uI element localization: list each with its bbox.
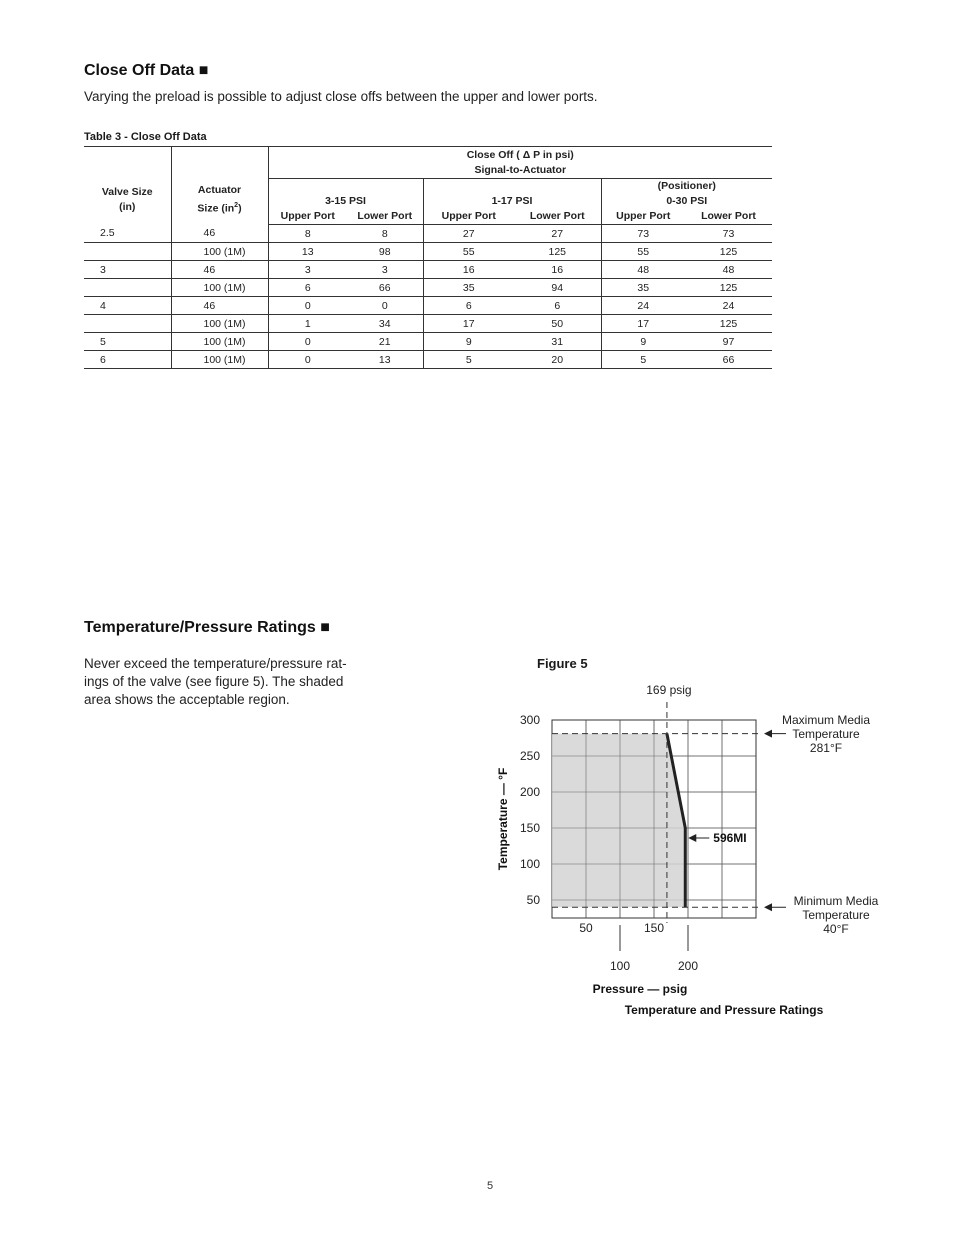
- table-caption: Table 3 - Close Off Data: [84, 131, 207, 143]
- table-cell: 17: [423, 315, 514, 333]
- y-tick-label: 50: [526, 893, 540, 907]
- table-cell: 20: [514, 351, 601, 369]
- x-axis-label: Pressure — psig: [592, 982, 688, 996]
- table-cell: 48: [685, 261, 772, 279]
- table-cell: 46: [171, 261, 268, 279]
- table-cell: 0: [347, 297, 423, 315]
- header-valve-size: Valve Size (in): [84, 147, 171, 225]
- temp-pressure-paragraph: Never exceed the temperature/pressure rat- ings of the valve (see figure 5). The shaded area shows the acceptable region.: [84, 656, 347, 707]
- table-cell: 35: [423, 279, 514, 297]
- min-temp-label: Temperature: [802, 908, 870, 923]
- y-axis-label: Temperature — °F: [496, 767, 510, 871]
- table-cell: 100 (1M): [171, 333, 268, 351]
- temp-pressure-heading: Temperature/Pressure Ratings ■: [84, 619, 330, 636]
- y-tick-label: 200: [519, 785, 540, 799]
- y-tick-label: 100: [519, 857, 540, 871]
- table-cell: 34: [347, 315, 423, 333]
- table-cell: 73: [685, 225, 772, 243]
- table-cell: 6: [423, 297, 514, 315]
- page-number: 5: [487, 1180, 494, 1192]
- table-row: [84, 297, 772, 315]
- table-row: [84, 261, 772, 279]
- header-lower-port: Lower Port: [514, 209, 601, 225]
- table-cell: 0: [268, 333, 347, 351]
- x-tick-label: 150: [643, 921, 665, 935]
- table-cell: 50: [514, 315, 601, 333]
- table-cell: 17: [601, 315, 685, 333]
- table-cell: 6: [84, 351, 171, 369]
- table-cell: 9: [601, 333, 685, 351]
- table-cell: 35: [601, 279, 685, 297]
- arrow-head-icon: [764, 730, 772, 738]
- table-cell: 55: [601, 243, 685, 261]
- table-row: [84, 333, 772, 351]
- table-cell: 31: [514, 333, 601, 351]
- close-off-intro: Varying the preload is possible to adjust close offs between the upper and lower ports.: [84, 89, 598, 104]
- table-cell: 97: [685, 333, 772, 351]
- table-cell: 16: [514, 261, 601, 279]
- table-cell: 3: [268, 261, 347, 279]
- x-tick-label: 50: [579, 921, 593, 935]
- header-actuator-size: Actuator Size $(in^2)$: [171, 147, 268, 225]
- chart-title: Temperature and Pressure Ratings: [624, 1003, 824, 1017]
- close-off-heading: Close Off Data ■: [84, 62, 209, 79]
- table-cell: 98: [347, 243, 423, 261]
- min-temp-label: 40°F: [823, 922, 849, 937]
- header-lower-port: Lower Port: [685, 209, 772, 225]
- table-cell: 24: [685, 297, 772, 315]
- table-cell: 125: [685, 315, 772, 333]
- x-tick-label: 100: [609, 959, 631, 973]
- temperature-pressure-chart: [480, 675, 900, 1025]
- table-cell: 48: [601, 261, 685, 279]
- table-cell: 66: [685, 351, 772, 369]
- max-temp-label: Temperature: [792, 727, 860, 741]
- table-cell: 5: [84, 333, 171, 351]
- table-cell: 3: [84, 261, 171, 279]
- table-cell: 6: [514, 297, 601, 315]
- close-off-table: [84, 146, 772, 369]
- header-group-3-15: 3-15 PSI: [268, 179, 423, 210]
- table-cell: 8: [347, 225, 423, 243]
- y-tick-label: 250: [519, 749, 540, 763]
- table-cell: 13: [268, 243, 347, 261]
- table-cell: 94: [514, 279, 601, 297]
- table-cell: 73: [601, 225, 685, 243]
- table-cell: 66: [347, 279, 423, 297]
- table-cell: 1: [268, 315, 347, 333]
- header-close-off: Close Off ( Δ P in psi): [268, 147, 772, 164]
- table-row: [84, 315, 772, 333]
- acceptable-region: [552, 734, 685, 908]
- valve-model-label: 596MI: [713, 831, 747, 845]
- header-upper-port: Upper Port: [601, 209, 685, 225]
- table-cell: 100 (1M): [171, 243, 268, 261]
- table-cell: 125: [685, 243, 772, 261]
- table-cell: 0: [268, 297, 347, 315]
- figure-label: Figure 5: [537, 656, 588, 671]
- x-tick-label: 200: [677, 959, 699, 973]
- table-row: [84, 351, 772, 369]
- table-cell: 24: [601, 297, 685, 315]
- table-cell: 5: [601, 351, 685, 369]
- max-temp-label: 281°F: [809, 741, 843, 755]
- table-cell: 46: [171, 297, 268, 315]
- table-row: [84, 225, 772, 243]
- table-cell: 5: [423, 351, 514, 369]
- y-tick-label: 150: [519, 821, 540, 835]
- table-cell: 21: [347, 333, 423, 351]
- table-cell: 55: [423, 243, 514, 261]
- table-cell: 16: [423, 261, 514, 279]
- table-cell: 0: [268, 351, 347, 369]
- header-group-positioner: (Positioner) 0-30 PSI: [601, 179, 772, 210]
- table-cell: [84, 243, 171, 261]
- table-cell: 27: [514, 225, 601, 243]
- y-tick-label: 300: [519, 713, 540, 727]
- table-cell: 27: [423, 225, 514, 243]
- table-cell: 6: [268, 279, 347, 297]
- table-cell: 3: [347, 261, 423, 279]
- table-row: [84, 279, 772, 297]
- table-cell: [84, 315, 171, 333]
- table-cell: 4: [84, 297, 171, 315]
- table-cell: 46: [171, 225, 268, 243]
- table-cell: 100 (1M): [171, 279, 268, 297]
- table-cell: 100 (1M): [171, 351, 268, 369]
- table-cell: 13: [347, 351, 423, 369]
- pressure-marker-label: 169 psig: [646, 683, 692, 697]
- header-signal: Signal-to-Actuator: [268, 163, 772, 179]
- table-cell: 125: [514, 243, 601, 261]
- arrow-head-icon: [764, 903, 772, 911]
- header-upper-port: Upper Port: [268, 209, 347, 225]
- table-cell: 9: [423, 333, 514, 351]
- table-cell: 125: [685, 279, 772, 297]
- table-cell: 2.5: [84, 225, 171, 243]
- table-row: [84, 243, 772, 261]
- max-temp-label: Maximum Media: [781, 713, 871, 727]
- min-temp-label: Minimum Media: [793, 894, 879, 909]
- table-cell: 8: [268, 225, 347, 243]
- table-cell: [84, 279, 171, 297]
- table-cell: 100 (1M): [171, 315, 268, 333]
- header-group-1-17: 1-17 PSI: [423, 179, 601, 210]
- header-upper-port: Upper Port: [423, 209, 514, 225]
- header-lower-port: Lower Port: [347, 209, 423, 225]
